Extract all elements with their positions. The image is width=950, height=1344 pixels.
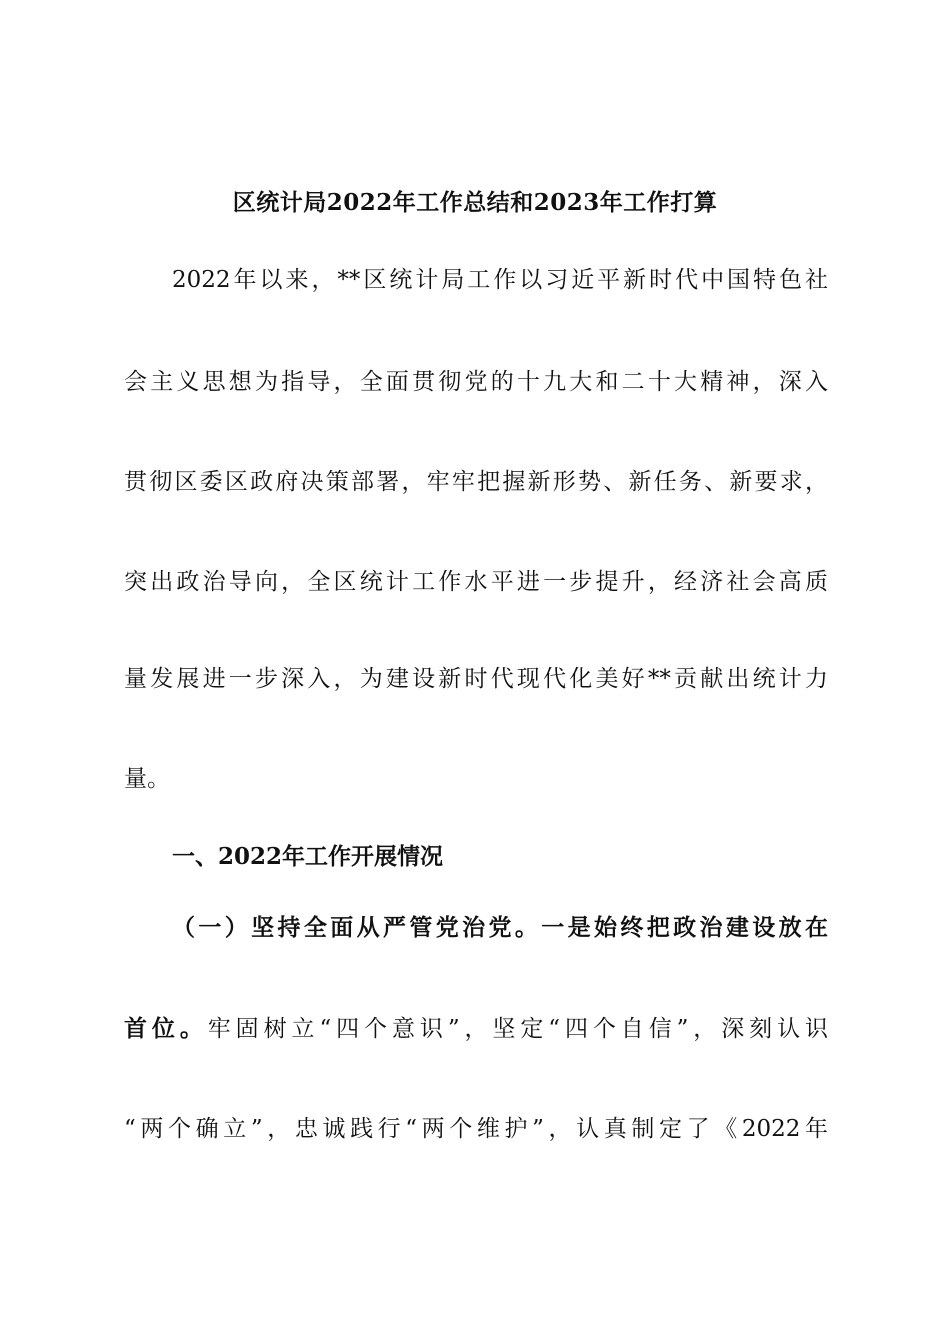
subsection-heading-line: （一）坚持全面从严管党治党。一是始终把政治建设放在 xyxy=(172,914,828,941)
subsection-heading-tail: 首位。 xyxy=(124,1015,208,1042)
section-heading: 一、2022年工作开展情况 xyxy=(172,843,444,870)
paragraph-line: 贯彻区委区政府决策部署，牢牢把握新形势、新任务、新要求， xyxy=(124,469,828,495)
paragraph-text: 牢固树立“四个意识”，坚定“四个自信”，深刻认识 xyxy=(207,1016,828,1042)
paragraph-line: “两个确立”，忠诚践行“两个维护”，认真制定了《2022年 xyxy=(124,1116,828,1142)
paragraph-line xyxy=(124,1014,828,1044)
document-title: 区统计局2022年工作总结和2023年工作打算 xyxy=(232,189,718,216)
paragraph-line: 量发展进一步深入，为建设新时代现代化美好**贡献出统计力 xyxy=(124,666,828,692)
paragraph-line: 突出政治导向，全区统计工作水平进一步提升，经济社会高质 xyxy=(124,569,828,595)
paragraph-line: 2022年以来，**区统计局工作以习近平新时代中国特色社 xyxy=(172,267,828,293)
paragraph-line: 量。 xyxy=(124,766,170,792)
paragraph-line: 会主义思想为指导，全面贯彻党的十九大和二十大精神，深入 xyxy=(124,369,828,395)
